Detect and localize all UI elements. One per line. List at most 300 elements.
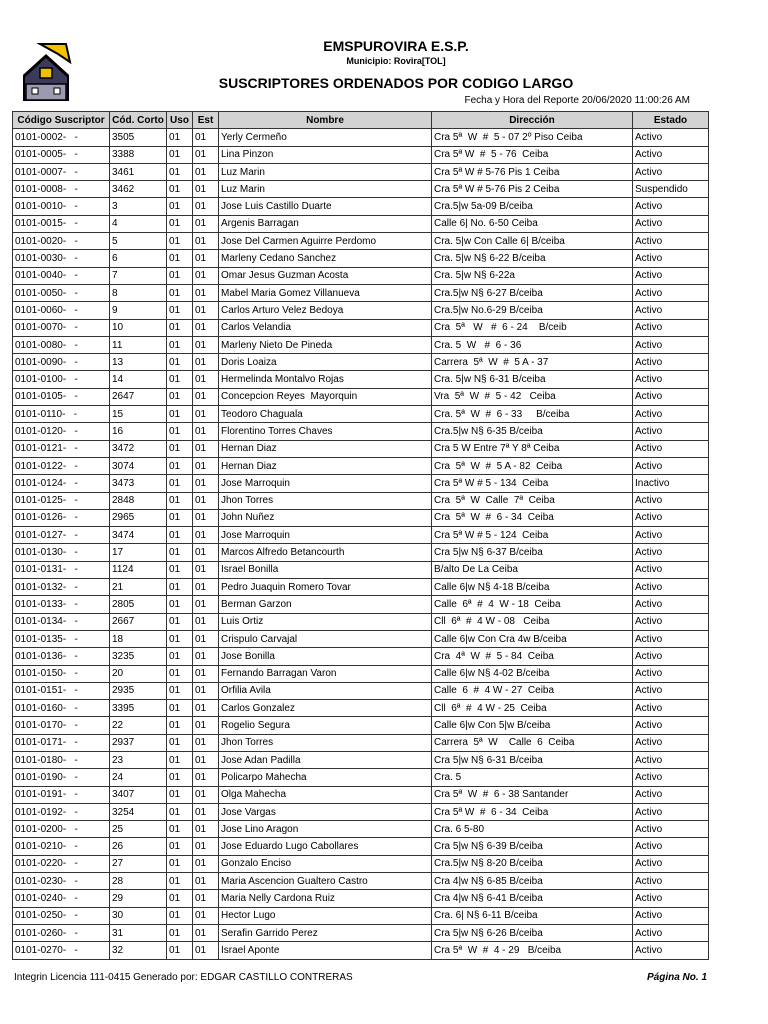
- table-row: [13, 457, 709, 474]
- cell-estado: Activo: [633, 354, 709, 371]
- cell-estado: Activo: [633, 579, 709, 596]
- cell-estado: Activo: [633, 129, 709, 146]
- cell-codigo: 0101-0133- -: [13, 596, 110, 613]
- cell-cod-corto: 3461: [110, 163, 167, 180]
- cell-est: 01: [193, 803, 219, 820]
- cell-codigo: 0101-0192- -: [13, 803, 110, 820]
- cell-codigo: 0101-0090- -: [13, 354, 110, 371]
- table-row: [13, 838, 709, 855]
- cell-uso: 01: [167, 873, 193, 890]
- table-row: [13, 423, 709, 440]
- cell-nombre: Marcos Alfredo Betancourth: [219, 544, 432, 561]
- cell-direccion: Carrera 5ª W Calle 6 Ceiba: [432, 734, 633, 751]
- cell-estado: Activo: [633, 250, 709, 267]
- cell-direccion: Cra 5ª W # 6 - 34 Ceiba: [432, 509, 633, 526]
- cell-nombre: Jose Eduardo Lugo Cabollares: [219, 838, 432, 855]
- cell-codigo: 0101-0132- -: [13, 579, 110, 596]
- cell-est: 01: [193, 215, 219, 232]
- cell-est: 01: [193, 233, 219, 250]
- cell-cod-corto: 30: [110, 907, 167, 924]
- cell-cod-corto: 3: [110, 198, 167, 215]
- cell-uso: 01: [167, 527, 193, 544]
- cell-nombre: Jose Luis Castillo Duarte: [219, 198, 432, 215]
- cell-est: 01: [193, 717, 219, 734]
- cell-nombre: Luz Marin: [219, 181, 432, 198]
- cell-estado: Activo: [633, 648, 709, 665]
- table-row: [13, 682, 709, 699]
- cell-direccion: Cra 5ª W Calle 7ª Ceiba: [432, 492, 633, 509]
- cell-cod-corto: 3462: [110, 181, 167, 198]
- cell-est: 01: [193, 475, 219, 492]
- cell-estado: Activo: [633, 163, 709, 180]
- cell-estado: Activo: [633, 284, 709, 301]
- cell-direccion: Cra 5ª W # 5 - 134 Ceiba: [432, 475, 633, 492]
- cell-codigo: 0101-0060- -: [13, 302, 110, 319]
- cell-uso: 01: [167, 561, 193, 578]
- table-row: [13, 146, 709, 163]
- cell-est: 01: [193, 613, 219, 630]
- cell-codigo: 0101-0070- -: [13, 319, 110, 336]
- cell-codigo: 0101-0080- -: [13, 336, 110, 353]
- cell-est: 01: [193, 924, 219, 941]
- cell-nombre: Jose Marroquin: [219, 475, 432, 492]
- cell-codigo: 0101-0007- -: [13, 163, 110, 180]
- cell-direccion: Cll 6ª # 4 W - 08 Ceiba: [432, 613, 633, 630]
- cell-nombre: Luz Marin: [219, 163, 432, 180]
- cell-est: 01: [193, 198, 219, 215]
- cell-estado: Activo: [633, 942, 709, 959]
- cell-estado: Activo: [633, 388, 709, 405]
- cell-est: 01: [193, 336, 219, 353]
- cell-direccion: Cra. 5: [432, 769, 633, 786]
- cell-estado: Activo: [633, 717, 709, 734]
- cell-cod-corto: 16: [110, 423, 167, 440]
- cell-uso: 01: [167, 544, 193, 561]
- cell-est: 01: [193, 855, 219, 872]
- cell-est: 01: [193, 579, 219, 596]
- cell-direccion: Calle 6ª # 4 W - 18 Ceiba: [432, 596, 633, 613]
- cell-direccion: Cra 5|w N§ 6-31 B/ceiba: [432, 751, 633, 768]
- cell-uso: 01: [167, 838, 193, 855]
- cell-nombre: Florentino Torres Chaves: [219, 423, 432, 440]
- cell-cod-corto: 9: [110, 302, 167, 319]
- cell-uso: 01: [167, 734, 193, 751]
- cell-cod-corto: 10: [110, 319, 167, 336]
- cell-uso: 01: [167, 665, 193, 682]
- cell-cod-corto: 21: [110, 579, 167, 596]
- cell-est: 01: [193, 942, 219, 959]
- cell-estado: Suspendido: [633, 181, 709, 198]
- cell-direccion: Cra 5ª W # 6 - 38 Santander: [432, 786, 633, 803]
- cell-codigo: 0101-0220- -: [13, 855, 110, 872]
- cell-uso: 01: [167, 250, 193, 267]
- cell-estado: Activo: [633, 302, 709, 319]
- cell-nombre: Maria Nelly Cardona Ruiz: [219, 890, 432, 907]
- cell-nombre: Gonzalo Enciso: [219, 855, 432, 872]
- table-row: [13, 302, 709, 319]
- cell-nombre: Hernan Diaz: [219, 440, 432, 457]
- cell-est: 01: [193, 596, 219, 613]
- cell-direccion: Cra 5ª W # 6 - 34 Ceiba: [432, 803, 633, 820]
- cell-direccion: Cra 5ª W # 4 - 29 B/ceiba: [432, 942, 633, 959]
- cell-estado: Activo: [633, 233, 709, 250]
- cell-est: 01: [193, 146, 219, 163]
- table-row: [13, 751, 709, 768]
- cell-nombre: Fernando Barragan Varon: [219, 665, 432, 682]
- cell-cod-corto: 2647: [110, 388, 167, 405]
- cell-nombre: Marleny Cedano Sanchez: [219, 250, 432, 267]
- cell-codigo: 0101-0010- -: [13, 198, 110, 215]
- table-row: [13, 267, 709, 284]
- cell-uso: 01: [167, 215, 193, 232]
- cell-direccion: Cra 5|w N§ 6-26 B/ceiba: [432, 924, 633, 941]
- cell-cod-corto: 3074: [110, 457, 167, 474]
- cell-uso: 01: [167, 233, 193, 250]
- cell-nombre: Jhon Torres: [219, 492, 432, 509]
- cell-codigo: 0101-0110- -: [13, 406, 110, 423]
- cell-direccion: Cra.5|w N§ 8-20 B/ceiba: [432, 855, 633, 872]
- cell-nombre: Jose Bonilla: [219, 648, 432, 665]
- cell-estado: Inactivo: [633, 475, 709, 492]
- cell-estado: Activo: [633, 873, 709, 890]
- table-row: [13, 803, 709, 820]
- cell-direccion: Cra. 5|w N§ 6-22a: [432, 267, 633, 284]
- cell-direccion: Calle 6|w Con 5|w B/ceiba: [432, 717, 633, 734]
- cell-direccion: Calle 6|w N§ 4-18 B/ceiba: [432, 579, 633, 596]
- cell-cod-corto: 1124: [110, 561, 167, 578]
- cell-est: 01: [193, 665, 219, 682]
- cell-nombre: John Nuñez: [219, 509, 432, 526]
- cell-nombre: Hernan Diaz: [219, 457, 432, 474]
- cell-uso: 01: [167, 821, 193, 838]
- cell-nombre: Serafin Garrido Perez: [219, 924, 432, 941]
- cell-estado: Activo: [633, 924, 709, 941]
- cell-estado: Activo: [633, 838, 709, 855]
- cell-codigo: 0101-0190- -: [13, 769, 110, 786]
- cell-cod-corto: 3388: [110, 146, 167, 163]
- cell-nombre: Concepcion Reyes Mayorquin: [219, 388, 432, 405]
- cell-est: 01: [193, 406, 219, 423]
- cell-uso: 01: [167, 457, 193, 474]
- cell-cod-corto: 3472: [110, 440, 167, 457]
- cell-est: 01: [193, 527, 219, 544]
- cell-nombre: Argenis Barragan: [219, 215, 432, 232]
- cell-uso: 01: [167, 284, 193, 301]
- cell-nombre: Orfilia Avila: [219, 682, 432, 699]
- cell-estado: Activo: [633, 596, 709, 613]
- cell-estado: Activo: [633, 769, 709, 786]
- cell-codigo: 0101-0131- -: [13, 561, 110, 578]
- table-row: [13, 769, 709, 786]
- footer-license: Integrin Licencia 111-0415 Generado por: EDGAR CASTILLO CONTRERAS: [14, 972, 353, 983]
- table-row: [13, 233, 709, 250]
- cell-direccion: Cra 5|w N§ 6-37 B/ceiba: [432, 544, 633, 561]
- cell-uso: 01: [167, 890, 193, 907]
- cell-estado: Activo: [633, 406, 709, 423]
- cell-estado: Activo: [633, 700, 709, 717]
- cell-cod-corto: 2805: [110, 596, 167, 613]
- table-row: [13, 544, 709, 561]
- cell-uso: 01: [167, 129, 193, 146]
- cell-uso: 01: [167, 579, 193, 596]
- cell-estado: Activo: [633, 146, 709, 163]
- cell-direccion: Cra. 5|w N§ 6-31 B/ceiba: [432, 371, 633, 388]
- table-row: [13, 319, 709, 336]
- cell-estado: Activo: [633, 319, 709, 336]
- cell-est: 01: [193, 354, 219, 371]
- cell-codigo: 0101-0005- -: [13, 146, 110, 163]
- cell-uso: 01: [167, 682, 193, 699]
- cell-cod-corto: 3235: [110, 648, 167, 665]
- cell-nombre: Rogelio Segura: [219, 717, 432, 734]
- cell-estado: Activo: [633, 786, 709, 803]
- table-row: [13, 284, 709, 301]
- cell-uso: 01: [167, 302, 193, 319]
- cell-estado: Activo: [633, 527, 709, 544]
- cell-codigo: 0101-0002- -: [13, 129, 110, 146]
- cell-cod-corto: 3473: [110, 475, 167, 492]
- cell-direccion: Cra. 5|w Con Calle 6| B/ceiba: [432, 233, 633, 250]
- cell-uso: 01: [167, 475, 193, 492]
- cell-nombre: Carlos Arturo Velez Bedoya: [219, 302, 432, 319]
- cell-uso: 01: [167, 354, 193, 371]
- cell-uso: 01: [167, 924, 193, 941]
- cell-nombre: Berman Garzon: [219, 596, 432, 613]
- cell-direccion: Cra 5ª W # 5 A - 82 Ceiba: [432, 457, 633, 474]
- cell-est: 01: [193, 181, 219, 198]
- cell-estado: Activo: [633, 492, 709, 509]
- cell-nombre: Doris Loaiza: [219, 354, 432, 371]
- cell-direccion: Calle 6| No. 6-50 Ceiba: [432, 215, 633, 232]
- cell-est: 01: [193, 890, 219, 907]
- cell-nombre: Jose Marroquin: [219, 527, 432, 544]
- cell-direccion: Cra 4|w N§ 6-41 B/ceiba: [432, 890, 633, 907]
- cell-direccion: Cra.5|w N§ 6-35 B/ceiba: [432, 423, 633, 440]
- table-row: [13, 440, 709, 457]
- cell-estado: Activo: [633, 890, 709, 907]
- cell-cod-corto: 18: [110, 630, 167, 647]
- cell-nombre: Jhon Torres: [219, 734, 432, 751]
- cell-uso: 01: [167, 406, 193, 423]
- cell-cod-corto: 3395: [110, 700, 167, 717]
- cell-codigo: 0101-0170- -: [13, 717, 110, 734]
- cell-direccion: B/alto De La Ceiba: [432, 561, 633, 578]
- company-name: EMSPUROVIRA E.S.P.: [323, 38, 469, 54]
- cell-estado: Activo: [633, 440, 709, 457]
- cell-codigo: 0101-0122- -: [13, 457, 110, 474]
- cell-direccion: Cra 5 W Entre 7ª Y 8ª Ceiba: [432, 440, 633, 457]
- cell-uso: 01: [167, 267, 193, 284]
- cell-nombre: Pedro Juaquin Romero Tovar: [219, 579, 432, 596]
- cell-cod-corto: 11: [110, 336, 167, 353]
- cell-estado: Activo: [633, 267, 709, 284]
- cell-estado: Activo: [633, 682, 709, 699]
- cell-uso: 01: [167, 371, 193, 388]
- cell-cod-corto: 25: [110, 821, 167, 838]
- table-row: [13, 163, 709, 180]
- table-row: [13, 700, 709, 717]
- cell-est: 01: [193, 769, 219, 786]
- cell-cod-corto: 17: [110, 544, 167, 561]
- cell-cod-corto: 13: [110, 354, 167, 371]
- cell-uso: 01: [167, 786, 193, 803]
- cell-codigo: 0101-0050- -: [13, 284, 110, 301]
- cell-estado: Activo: [633, 665, 709, 682]
- cell-nombre: Carlos Gonzalez: [219, 700, 432, 717]
- cell-uso: 01: [167, 388, 193, 405]
- table-row: [13, 630, 709, 647]
- cell-codigo: 0101-0020- -: [13, 233, 110, 250]
- table-row: [13, 475, 709, 492]
- cell-estado: Activo: [633, 734, 709, 751]
- cell-codigo: 0101-0160- -: [13, 700, 110, 717]
- cell-codigo: 0101-0200- -: [13, 821, 110, 838]
- cell-direccion: Cra. 5 W # 6 - 36: [432, 336, 633, 353]
- cell-nombre: Israel Bonilla: [219, 561, 432, 578]
- cell-codigo: 0101-0240- -: [13, 890, 110, 907]
- col-estado: Estado: [633, 112, 709, 129]
- cell-codigo: 0101-0171- -: [13, 734, 110, 751]
- cell-uso: 01: [167, 198, 193, 215]
- cell-uso: 01: [167, 423, 193, 440]
- cell-nombre: Jose Adan Padilla: [219, 751, 432, 768]
- table-row: [13, 855, 709, 872]
- cell-direccion: Calle 6|w N§ 4-02 B/ceiba: [432, 665, 633, 682]
- cell-cod-corto: 31: [110, 924, 167, 941]
- cell-cod-corto: 28: [110, 873, 167, 890]
- cell-est: 01: [193, 492, 219, 509]
- cell-est: 01: [193, 129, 219, 146]
- cell-est: 01: [193, 751, 219, 768]
- cell-direccion: Cra. 6| N§ 6-11 B/ceiba: [432, 907, 633, 924]
- cell-uso: 01: [167, 751, 193, 768]
- cell-estado: Activo: [633, 907, 709, 924]
- col-est: Est: [193, 112, 219, 129]
- cell-nombre: Yerly Cermeño: [219, 129, 432, 146]
- cell-est: 01: [193, 509, 219, 526]
- cell-estado: Activo: [633, 561, 709, 578]
- table-row: [13, 198, 709, 215]
- cell-uso: 01: [167, 613, 193, 630]
- cell-direccion: Cra 4|w N§ 6-85 B/ceiba: [432, 873, 633, 890]
- cell-nombre: Lina Pinzon: [219, 146, 432, 163]
- cell-codigo: 0101-0127- -: [13, 527, 110, 544]
- table-row: [13, 492, 709, 509]
- cell-estado: Activo: [633, 855, 709, 872]
- cell-uso: 01: [167, 336, 193, 353]
- cell-direccion: Calle 6 # 4 W - 27 Ceiba: [432, 682, 633, 699]
- cell-est: 01: [193, 786, 219, 803]
- cell-est: 01: [193, 734, 219, 751]
- cell-direccion: Cra 5ª W # 5-76 Pis 1 Ceiba: [432, 163, 633, 180]
- cell-nombre: Jose Del Carmen Aguirre Perdomo: [219, 233, 432, 250]
- cell-uso: 01: [167, 700, 193, 717]
- cell-nombre: Carlos Velandia: [219, 319, 432, 336]
- cell-cod-corto: 2937: [110, 734, 167, 751]
- cell-cod-corto: 8: [110, 284, 167, 301]
- cell-codigo: 0101-0210- -: [13, 838, 110, 855]
- cell-cod-corto: 14: [110, 371, 167, 388]
- cell-cod-corto: 2935: [110, 682, 167, 699]
- cell-nombre: Jose Vargas: [219, 803, 432, 820]
- cell-cod-corto: 22: [110, 717, 167, 734]
- cell-uso: 01: [167, 492, 193, 509]
- cell-codigo: 0101-0130- -: [13, 544, 110, 561]
- table-row: [13, 527, 709, 544]
- cell-cod-corto: 3505: [110, 129, 167, 146]
- table-row: [13, 371, 709, 388]
- cell-estado: Activo: [633, 821, 709, 838]
- cell-est: 01: [193, 163, 219, 180]
- cell-estado: Activo: [633, 630, 709, 647]
- cell-cod-corto: 29: [110, 890, 167, 907]
- cell-est: 01: [193, 561, 219, 578]
- table-row: [13, 873, 709, 890]
- cell-uso: 01: [167, 717, 193, 734]
- cell-estado: Activo: [633, 751, 709, 768]
- cell-cod-corto: 20: [110, 665, 167, 682]
- cell-codigo: 0101-0270- -: [13, 942, 110, 959]
- cell-uso: 01: [167, 163, 193, 180]
- cell-nombre: Policarpo Mahecha: [219, 769, 432, 786]
- page-number: Página No. 1: [646, 972, 707, 983]
- cell-codigo: 0101-0260- -: [13, 924, 110, 941]
- cell-direccion: Cra 5ª W # 6 - 24 B/ceib: [432, 319, 633, 336]
- cell-codigo: 0101-0125- -: [13, 492, 110, 509]
- cell-est: 01: [193, 388, 219, 405]
- cell-cod-corto: 32: [110, 942, 167, 959]
- table-row: [13, 336, 709, 353]
- table-row: [13, 924, 709, 941]
- cell-est: 01: [193, 544, 219, 561]
- cell-codigo: 0101-0134- -: [13, 613, 110, 630]
- table-row: [13, 821, 709, 838]
- table-row: [13, 890, 709, 907]
- cell-codigo: 0101-0180- -: [13, 751, 110, 768]
- cell-nombre: Mabel Maria Gomez Villanueva: [219, 284, 432, 301]
- table-row: [13, 579, 709, 596]
- cell-est: 01: [193, 423, 219, 440]
- cell-direccion: Cra 4ª W # 5 - 84 Ceiba: [432, 648, 633, 665]
- cell-direccion: Cll 6ª # 4 W - 25 Ceiba: [432, 700, 633, 717]
- cell-est: 01: [193, 371, 219, 388]
- cell-estado: Activo: [633, 371, 709, 388]
- table-row: [13, 129, 709, 146]
- cell-uso: 01: [167, 803, 193, 820]
- cell-nombre: Israel Aponte: [219, 942, 432, 959]
- cell-estado: Activo: [633, 336, 709, 353]
- cell-codigo: 0101-0124- -: [13, 475, 110, 492]
- cell-estado: Activo: [633, 509, 709, 526]
- table-row: [13, 509, 709, 526]
- cell-cod-corto: 27: [110, 855, 167, 872]
- report-datetime: Fecha y Hora del Reporte 20/06/2020 11:00:26 AM: [464, 95, 690, 106]
- col-codigo-suscriptor: Código Suscriptor: [13, 112, 110, 129]
- table-row: [13, 665, 709, 682]
- table-row: [13, 786, 709, 803]
- cell-nombre: Crispulo Carvajal: [219, 630, 432, 647]
- cell-uso: 01: [167, 440, 193, 457]
- cell-codigo: 0101-0135- -: [13, 630, 110, 647]
- cell-nombre: Maria Ascencion Gualtero Castro: [219, 873, 432, 890]
- cell-uso: 01: [167, 146, 193, 163]
- cell-codigo: 0101-0151- -: [13, 682, 110, 699]
- cell-codigo: 0101-0015- -: [13, 215, 110, 232]
- cell-uso: 01: [167, 769, 193, 786]
- cell-est: 01: [193, 284, 219, 301]
- cell-uso: 01: [167, 907, 193, 924]
- cell-uso: 01: [167, 181, 193, 198]
